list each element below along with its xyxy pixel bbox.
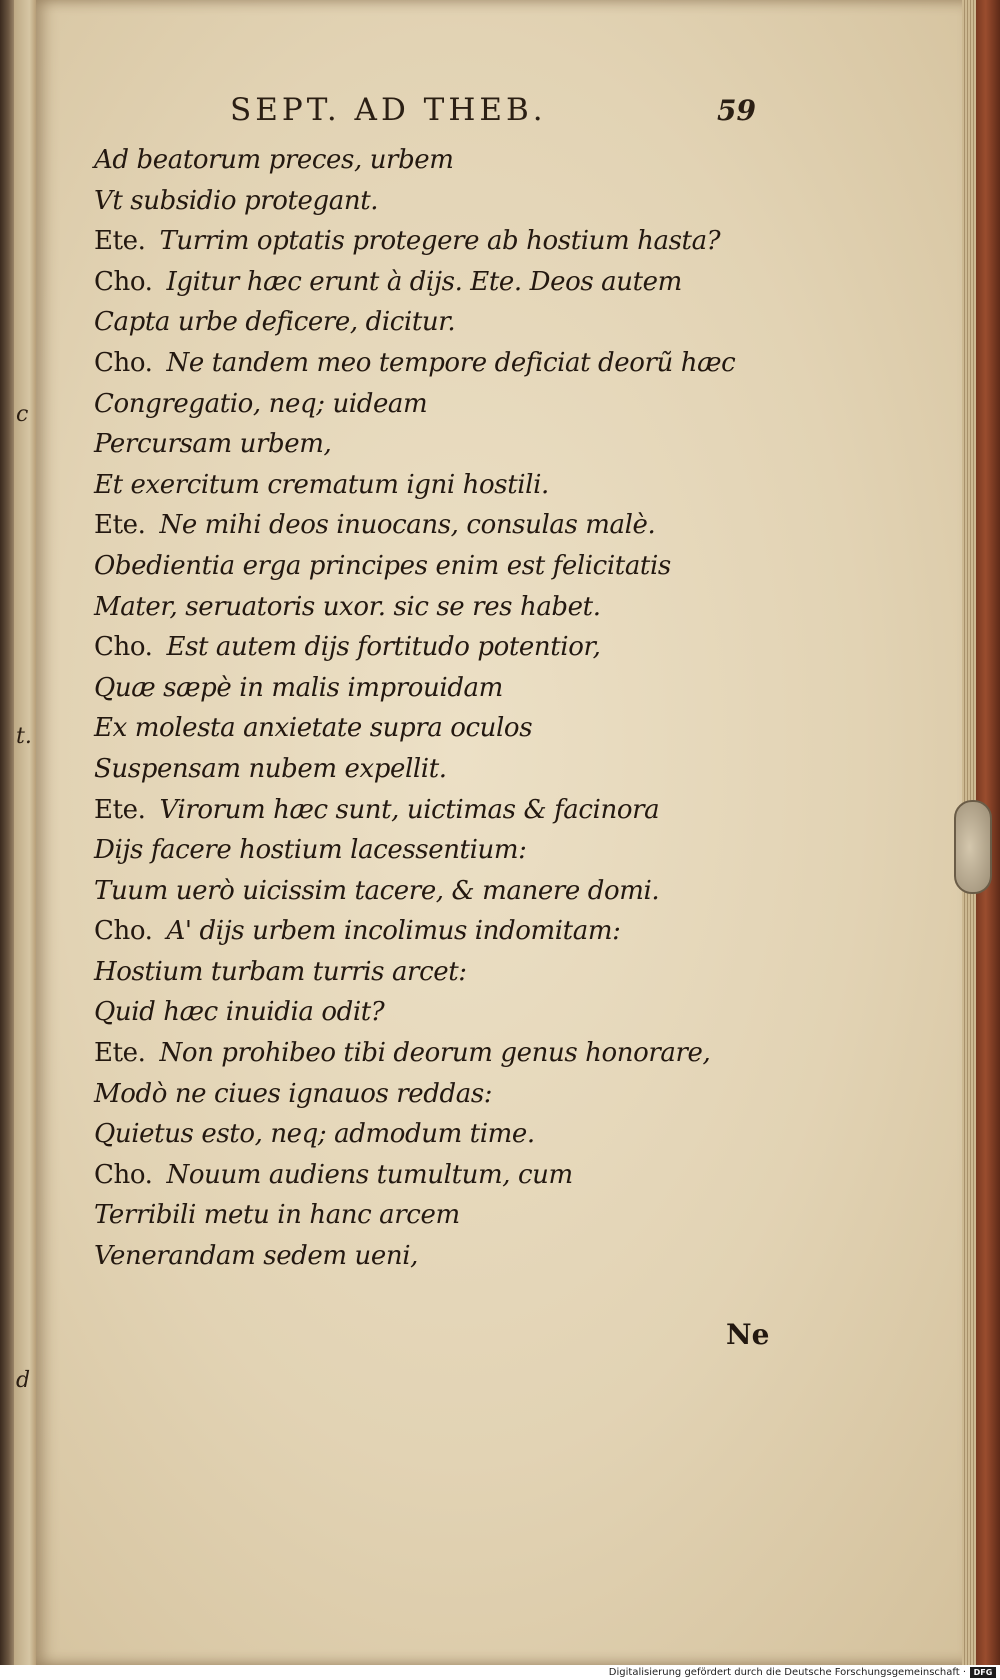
- verse-text: Et exercitum crematum igni hostili.: [94, 469, 549, 500]
- facing-page-fragment: d: [16, 1368, 31, 1393]
- speaker-label: Cho.: [94, 1159, 153, 1190]
- verse-text: Venerandam sedem ueni,: [94, 1241, 418, 1272]
- verse-text: Percursam urbem,: [94, 429, 332, 460]
- speaker-label: Ete.: [94, 510, 146, 541]
- digitization-footer: [0, 1665, 1000, 1680]
- verse-text: Ne tandem meo tempore deficiat deorũ hæc: [166, 347, 736, 378]
- verse-line: [94, 749, 774, 790]
- book-clasp: [954, 800, 992, 894]
- verse-line: [94, 343, 774, 384]
- verse-text: Terribili metu in hanc arcem: [94, 1200, 460, 1231]
- verse-text: Quæ sæpè in malis improuidam: [94, 672, 503, 703]
- speaker-label: Ete.: [94, 226, 146, 257]
- speaker-label: Cho.: [94, 266, 153, 297]
- verse-text: Dijs facere hostium lacessentium:: [94, 835, 527, 866]
- verse-line: [94, 1033, 774, 1074]
- verse-line: [94, 424, 774, 465]
- verse-text: Obedientia erga principes enim est felicitatis: [94, 550, 671, 581]
- verse-text: Hostium turbam turris arcet:: [94, 956, 467, 987]
- verse-text: Quietus esto, neq; admodum time.: [94, 1119, 535, 1150]
- verse-line: [94, 668, 774, 709]
- facing-page-edge: [14, 0, 37, 1665]
- speaker-label: Ete.: [94, 1038, 146, 1069]
- verse-line: [94, 465, 774, 506]
- speaker-label: Cho.: [94, 632, 153, 663]
- running-title: SEPT. AD THEB.: [230, 92, 547, 128]
- verse-text: Turrim optatis protegere ab hostium hasta?: [159, 226, 721, 257]
- verse-text: Modò ne ciues ignauos reddas:: [94, 1078, 493, 1109]
- verse-text: Ad beatorum preces, urbem: [94, 145, 454, 175]
- verse-text: Ex molesta anxietate supra oculos: [94, 713, 533, 744]
- verse-text: Ne mihi deos inuocans, consulas malè.: [159, 510, 656, 541]
- verse-text: Virorum hæc sunt, uictimas & facinora: [159, 794, 660, 825]
- verse-text: Nouum audiens tumultum, cum: [166, 1159, 573, 1190]
- verse-text: Tuum uerò uicissim tacere, & manere domi.: [94, 875, 660, 906]
- verse-text: Igitur hæc erunt à dijs. Ete. Deos autem: [166, 266, 682, 297]
- page-number: 59: [717, 94, 756, 127]
- verse-line: [94, 627, 774, 668]
- book-binding-left: [0, 0, 14, 1665]
- verse-line: [94, 790, 774, 831]
- verse-line: [94, 1236, 774, 1277]
- verse-text: Quid hæc inuidia odit?: [94, 997, 385, 1028]
- verse-line: [94, 140, 774, 181]
- verse-line: [94, 911, 774, 952]
- verse-line: [94, 505, 774, 546]
- verse-text: Non prohibeo tibi deorum genus honorare,: [159, 1038, 711, 1069]
- verse-text-block: [94, 140, 774, 1277]
- book-page: [36, 0, 976, 1665]
- verse-text: Suspensam nubem expellit.: [94, 753, 447, 784]
- facing-page-fragment: t.: [16, 724, 32, 749]
- verse-line: [94, 181, 774, 222]
- speaker-label: Cho.: [94, 916, 153, 947]
- verse-line: [94, 1195, 774, 1236]
- verse-line: [94, 546, 774, 587]
- verse-line: [94, 708, 774, 749]
- verse-line: [94, 262, 774, 303]
- verse-text: Est autem dijs fortitudo potentior,: [166, 632, 601, 663]
- verse-line: [94, 952, 774, 993]
- verse-line: [94, 871, 774, 912]
- verse-line: [94, 992, 774, 1033]
- dfg-logo: DFG: [970, 1667, 996, 1678]
- facing-page-fragment: c: [16, 402, 29, 427]
- verse-line: [94, 1074, 774, 1115]
- verse-text: A' dijs urbem incolimus indomitam:: [166, 916, 621, 947]
- speaker-label: Cho.: [94, 347, 153, 378]
- verse-text: Capta urbe deficere, dicitur.: [94, 307, 456, 338]
- verse-line: [94, 384, 774, 425]
- funding-credit: Digitalisierung gefördert durch die Deutsche Forschungsgemeinschaft ·: [608, 1667, 966, 1678]
- verse-line: [94, 587, 774, 628]
- verse-line: [94, 1155, 774, 1196]
- verse-text: Congregatio, neq; uideam: [94, 388, 428, 419]
- verse-line: [94, 830, 774, 871]
- page-header: [216, 92, 756, 132]
- speaker-label: Ete.: [94, 794, 146, 825]
- verse-text: Vt subsidio protegant.: [94, 185, 379, 216]
- catchword: Ne: [726, 1318, 770, 1351]
- verse-line: [94, 302, 774, 343]
- verse-text: Mater, seruatoris uxor. sic se res habet.: [94, 591, 601, 622]
- verse-line: [94, 1114, 774, 1155]
- verse-line: [94, 221, 774, 262]
